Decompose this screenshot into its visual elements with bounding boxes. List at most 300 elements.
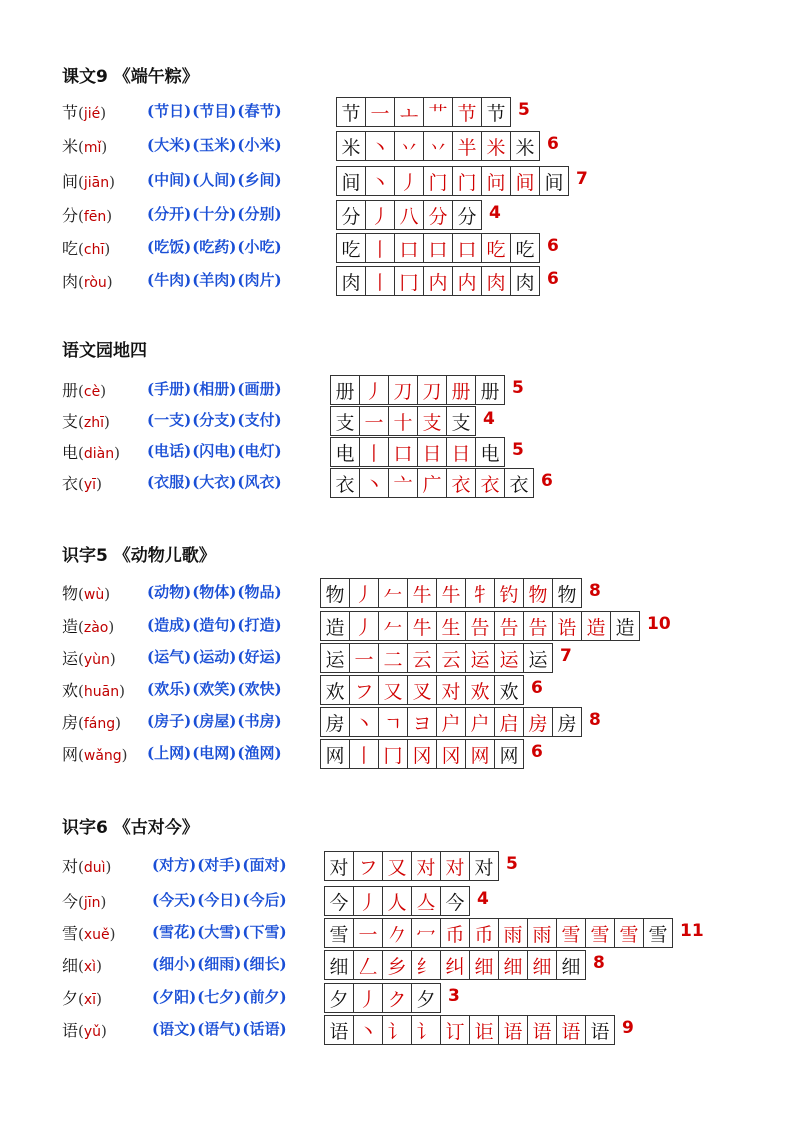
pinyin: wǎng: [83, 748, 122, 764]
stroke-cell: 丷: [423, 131, 453, 161]
stroke-cell: 启: [494, 707, 524, 737]
word: (肉片): [237, 271, 282, 289]
stroke-cell: 运: [465, 643, 495, 673]
word-list: [147, 678, 283, 699]
character-label: 电(diàn): [62, 443, 120, 462]
stroke-cell: 造: [610, 611, 640, 641]
stroke-count: 8: [589, 710, 601, 730]
pinyin: xuě: [83, 927, 110, 943]
word: (电话): [147, 442, 192, 460]
stroke-cell-full: 房: [320, 707, 350, 737]
stroke-cell: 门: [452, 166, 482, 196]
word-list: [147, 646, 283, 667]
stroke-cell-full: 册: [330, 375, 360, 405]
stroke-order-boxes: [321, 643, 553, 673]
character: 米: [62, 137, 79, 156]
character: 吃: [62, 239, 79, 258]
stroke-cell: 告: [465, 611, 495, 641]
stroke-count: 9: [622, 1018, 634, 1038]
stroke-cell: 对: [440, 851, 470, 881]
word: (打造): [237, 616, 282, 634]
character: 节: [62, 103, 79, 122]
word: (语文): [152, 1020, 197, 1038]
stroke-cell-full: 网: [320, 739, 350, 769]
stroke-cell-full: 间: [336, 166, 366, 196]
pinyin: yǔ: [83, 1024, 102, 1040]
character-label: 间(jiān): [62, 172, 115, 191]
word: (上网): [147, 744, 192, 762]
section-title: 语文园地四: [62, 341, 147, 361]
stroke-order-boxes: [337, 97, 511, 127]
word: (话语): [242, 1020, 287, 1038]
character-label: 欢(huān): [62, 681, 125, 700]
character-label: 肉(ròu): [62, 272, 113, 291]
stroke-cell: 内: [452, 266, 482, 296]
character-label: 运(yùn): [62, 649, 116, 668]
word: (大雪): [197, 923, 242, 941]
character: 肉: [62, 272, 79, 291]
stroke-cell: 丨: [349, 739, 379, 769]
stroke-cell: 八: [394, 200, 424, 230]
word: (对方): [152, 856, 197, 874]
word: (下雪): [242, 923, 287, 941]
stroke-cell-full: 语: [324, 1015, 354, 1045]
word-list: [147, 378, 283, 399]
stroke-cell-full: 夕: [324, 983, 354, 1013]
character-label: 网(wǎng): [62, 745, 128, 764]
character-label: 衣(yī): [62, 474, 102, 493]
character-label: 房(fáng): [62, 713, 122, 732]
stroke-cell: 欢: [465, 675, 495, 705]
stroke-cell: 乡: [382, 950, 412, 980]
stroke-order-boxes: [321, 739, 524, 769]
stroke-cell: 又: [382, 851, 412, 881]
stroke-cell: 间: [510, 166, 540, 196]
character: 间: [62, 172, 79, 191]
stroke-count: 10: [647, 614, 671, 634]
stroke-cell-full: 衣: [330, 468, 360, 498]
stroke-cell: 雪: [585, 918, 615, 948]
stroke-cell-full: 电: [330, 437, 360, 467]
stroke-cell: 牛: [436, 578, 466, 608]
stroke-cell: フ: [349, 675, 379, 705]
stroke-cell: 电: [475, 437, 505, 467]
character: 欢: [62, 681, 79, 700]
character: 电: [62, 443, 79, 462]
stroke-cell: 细: [469, 950, 499, 980]
stroke-cell-full: 物: [320, 578, 350, 608]
word-list: [147, 169, 283, 190]
pinyin: xī: [83, 992, 97, 1008]
stroke-count: 5: [512, 378, 524, 398]
stroke-order-boxes: [331, 375, 505, 405]
character-label: 吃(chī): [62, 239, 111, 258]
stroke-cell: 讵: [469, 1015, 499, 1045]
word: (房屋): [192, 712, 237, 730]
word-list: [147, 614, 283, 635]
word: (运气): [147, 648, 192, 666]
stroke-cell: 告: [494, 611, 524, 641]
word-list: [147, 203, 283, 224]
stroke-cell: 丶: [349, 707, 379, 737]
stroke-cell: 雪: [556, 918, 586, 948]
stroke-cell: 肉: [510, 266, 540, 296]
word: (前夕): [242, 988, 287, 1006]
stroke-cell: 丿: [365, 200, 395, 230]
character-label: 分(fēn): [62, 206, 113, 225]
stroke-order-boxes: [331, 468, 534, 498]
character: 物: [62, 584, 79, 603]
word: (吃饭): [147, 238, 192, 256]
stroke-count: 4: [483, 409, 495, 429]
stroke-cell: 支: [417, 406, 447, 436]
word: (人间): [192, 171, 237, 189]
stroke-cell: 一: [353, 918, 383, 948]
stroke-cell: 牛: [407, 578, 437, 608]
stroke-cell: 细: [498, 950, 528, 980]
pinyin: yī: [83, 477, 97, 493]
stroke-cell: 丨: [365, 266, 395, 296]
stroke-cell: 丨: [359, 437, 389, 467]
pinyin: cè: [83, 384, 101, 400]
word: (电灯): [237, 442, 282, 460]
stroke-cell: 户: [436, 707, 466, 737]
stroke-cell: 问: [481, 166, 511, 196]
stroke-order-boxes: [325, 983, 441, 1013]
word: (羊肉): [192, 271, 237, 289]
stroke-cell: 丿: [359, 375, 389, 405]
stroke-cell: 户: [465, 707, 495, 737]
stroke-cell: 纟: [411, 950, 441, 980]
word-list: [152, 854, 288, 875]
stroke-order-boxes: [321, 707, 582, 737]
stroke-count: 6: [541, 471, 553, 491]
stroke-cell: フ: [353, 851, 383, 881]
stroke-order-boxes: [325, 1015, 615, 1045]
word-list: [147, 471, 283, 492]
word-list: [147, 581, 283, 602]
character: 造: [62, 617, 79, 636]
word: (语气): [197, 1020, 242, 1038]
stroke-cell: 雪: [614, 918, 644, 948]
stroke-count: 6: [547, 236, 559, 256]
word: (乡间): [237, 171, 282, 189]
stroke-cell: 今: [440, 886, 470, 916]
pinyin: jiān: [83, 175, 110, 191]
character: 雪: [62, 924, 79, 943]
stroke-cell: 丶: [365, 131, 395, 161]
stroke-cell-full: 节: [336, 97, 366, 127]
word: (玉米): [192, 136, 237, 154]
stroke-cell: 细: [556, 950, 586, 980]
stroke-cell: 云: [407, 643, 437, 673]
stroke-cell-full: 肉: [336, 266, 366, 296]
stroke-count: 7: [576, 169, 588, 189]
section-title: 课文9 《端午粽》: [62, 67, 199, 87]
word: (对手): [197, 856, 242, 874]
character: 网: [62, 745, 79, 764]
stroke-cell: 节: [481, 97, 511, 127]
stroke-cell: 米: [481, 131, 511, 161]
stroke-cell: 分: [452, 200, 482, 230]
stroke-count: 4: [477, 889, 489, 909]
character: 今: [62, 892, 79, 911]
stroke-cell: 物: [552, 578, 582, 608]
word: (支付): [237, 411, 282, 429]
stroke-cell: 分: [423, 200, 453, 230]
character: 夕: [62, 989, 79, 1008]
stroke-cell: 二: [378, 643, 408, 673]
stroke-count: 5: [518, 100, 530, 120]
stroke-cell: ク: [382, 983, 412, 1013]
character-label: 米(mǐ): [62, 137, 108, 156]
section-title: 识字5 《动物儿歌》: [62, 546, 216, 566]
stroke-cell: 丿: [353, 886, 383, 916]
word-list: [147, 269, 283, 290]
stroke-cell: 云: [436, 643, 466, 673]
stroke-count: 8: [593, 953, 605, 973]
word: (欢快): [237, 680, 282, 698]
stroke-cell-full: 支: [330, 406, 360, 436]
stroke-cell: 语: [556, 1015, 586, 1045]
stroke-cell: 房: [552, 707, 582, 737]
stroke-order-boxes: [337, 166, 569, 196]
character-label: 支(zhī): [62, 412, 110, 431]
stroke-cell: 对: [469, 851, 499, 881]
stroke-cell: ㄱ: [378, 707, 408, 737]
stroke-cell: 册: [446, 375, 476, 405]
stroke-cell: 日: [417, 437, 447, 467]
stroke-cell-full: 雪: [324, 918, 354, 948]
pinyin: chī: [83, 242, 105, 258]
pinyin: yùn: [83, 652, 110, 668]
character-label: 物(wù): [62, 584, 111, 603]
stroke-cell: 丶: [353, 1015, 383, 1045]
stroke-cell-full: 分: [336, 200, 366, 230]
stroke-cell: 刀: [388, 375, 418, 405]
stroke-cell-full: 对: [324, 851, 354, 881]
word: (大衣): [192, 473, 237, 491]
stroke-order-boxes: [325, 851, 499, 881]
word: (细长): [242, 955, 287, 973]
word: (大米): [147, 136, 192, 154]
word: (欢乐): [147, 680, 192, 698]
stroke-cell: 亠: [388, 468, 418, 498]
stroke-count: 7: [560, 646, 572, 666]
word: (闪电): [192, 442, 237, 460]
stroke-cell: 雨: [498, 918, 528, 948]
word: (书房): [237, 712, 282, 730]
pinyin: wù: [83, 587, 105, 603]
stroke-cell: 冂: [378, 739, 408, 769]
stroke-cell-full: 运: [320, 643, 350, 673]
stroke-cell: 告: [523, 611, 553, 641]
character: 支: [62, 412, 79, 431]
stroke-cell: 丿: [394, 166, 424, 196]
stroke-cell: 丿: [349, 578, 379, 608]
character-label: 册(cè): [62, 381, 107, 400]
word: (十分): [192, 205, 237, 223]
pinyin: ròu: [83, 275, 107, 291]
pinyin: zhī: [83, 415, 104, 431]
stroke-cell-full: 欢: [320, 675, 350, 705]
stroke-cell: 一: [359, 406, 389, 436]
stroke-cell-full: 造: [320, 611, 350, 641]
stroke-cell: 细: [527, 950, 557, 980]
stroke-cell: ㅗ: [394, 97, 424, 127]
word: (分支): [192, 411, 237, 429]
stroke-count: 6: [531, 678, 543, 698]
pinyin: jīn: [83, 895, 101, 911]
stroke-cell-full: 米: [336, 131, 366, 161]
stroke-cell: 房: [523, 707, 553, 737]
word: (衣服): [147, 473, 192, 491]
stroke-cell: 艹: [423, 97, 453, 127]
stroke-cell: 冈: [407, 739, 437, 769]
stroke-order-boxes: [337, 200, 482, 230]
stroke-cell: 𠃋: [353, 950, 383, 980]
word: (房子): [147, 712, 192, 730]
pinyin: huān: [83, 684, 120, 700]
pinyin: xì: [83, 959, 97, 975]
stroke-order-boxes: [337, 131, 540, 161]
character: 运: [62, 649, 79, 668]
stroke-cell-full: 吃: [336, 233, 366, 263]
word-list: [152, 921, 288, 942]
word: (细雨): [197, 955, 242, 973]
stroke-cell: 日: [446, 437, 476, 467]
character: 衣: [62, 474, 79, 493]
stroke-cell: 一: [349, 643, 379, 673]
word: (吃药): [192, 238, 237, 256]
stroke-cell: 十: [388, 406, 418, 436]
stroke-cell: 节: [452, 97, 482, 127]
character: 细: [62, 956, 79, 975]
character: 语: [62, 1021, 79, 1040]
stroke-count: 6: [547, 269, 559, 289]
stroke-order-boxes: [325, 918, 673, 948]
word: (今日): [197, 891, 242, 909]
stroke-cell: 册: [475, 375, 505, 405]
stroke-cell: 冖: [411, 918, 441, 948]
word-list: [147, 440, 283, 461]
stroke-cell: 丨: [365, 233, 395, 263]
stroke-cell: 雨: [527, 918, 557, 948]
character-label: 造(zào): [62, 617, 115, 636]
word: (物体): [192, 583, 237, 601]
character-label: 夕(xī): [62, 989, 102, 1008]
stroke-cell: 𠂉: [378, 611, 408, 641]
stroke-cell: 夕: [411, 983, 441, 1013]
stroke-cell: 一: [365, 97, 395, 127]
word: (七夕): [197, 988, 242, 1006]
section-title: 识字6 《古对今》: [62, 818, 199, 838]
word: (分别): [237, 205, 282, 223]
stroke-cell: 丿: [353, 983, 383, 1013]
stroke-count: 5: [506, 854, 518, 874]
stroke-cell: 诰: [552, 611, 582, 641]
stroke-cell: 丶: [359, 468, 389, 498]
stroke-cell: 口: [394, 233, 424, 263]
stroke-order-boxes: [325, 950, 586, 980]
stroke-cell: 冂: [394, 266, 424, 296]
stroke-count: 6: [547, 134, 559, 154]
stroke-cell: 人: [382, 886, 412, 916]
stroke-cell: 门: [423, 166, 453, 196]
stroke-cell-full: 细: [324, 950, 354, 980]
word: (节日): [147, 102, 192, 120]
word-list: [147, 742, 283, 763]
word: (运动): [192, 648, 237, 666]
stroke-count: 3: [448, 986, 460, 1006]
word: (节目): [192, 102, 237, 120]
character: 房: [62, 713, 79, 732]
stroke-cell: 造: [581, 611, 611, 641]
stroke-cell: 纠: [440, 950, 470, 980]
pinyin: fáng: [83, 716, 116, 732]
stroke-cell: 口: [388, 437, 418, 467]
stroke-cell: 丷: [394, 131, 424, 161]
word-list: [152, 986, 288, 1007]
stroke-cell: 肉: [481, 266, 511, 296]
stroke-cell: 牛: [407, 611, 437, 641]
stroke-cell: 网: [465, 739, 495, 769]
stroke-cell: 币: [469, 918, 499, 948]
stroke-cell: 口: [423, 233, 453, 263]
stroke-cell: 米: [510, 131, 540, 161]
word: (今天): [152, 891, 197, 909]
stroke-cell: 内: [423, 266, 453, 296]
pinyin: zào: [83, 620, 109, 636]
stroke-cell: 𠂊: [382, 918, 412, 948]
word: (春节): [237, 102, 282, 120]
stroke-cell: 衣: [504, 468, 534, 498]
character: 对: [62, 857, 79, 876]
word: (渔网): [237, 744, 282, 762]
word: (造成): [147, 616, 192, 634]
stroke-cell: 支: [446, 406, 476, 436]
word-list: [147, 100, 283, 121]
stroke-cell: 牜: [465, 578, 495, 608]
stroke-cell: 雪: [643, 918, 673, 948]
stroke-cell: 间: [539, 166, 569, 196]
stroke-count: 11: [680, 921, 704, 941]
stroke-count: 6: [531, 742, 543, 762]
pinyin: jié: [83, 106, 101, 122]
stroke-order-boxes: [321, 578, 582, 608]
stroke-cell: 订: [440, 1015, 470, 1045]
stroke-order-boxes: [331, 406, 476, 436]
character-label: 语(yǔ): [62, 1021, 107, 1040]
word: (细小): [152, 955, 197, 973]
word: (物品): [237, 583, 282, 601]
character-label: 雪(xuě): [62, 924, 116, 943]
pinyin: diàn: [83, 446, 115, 462]
stroke-cell: 丿: [349, 611, 379, 641]
word: (小米): [237, 136, 282, 154]
stroke-cell: 衣: [475, 468, 505, 498]
character-label: 节(jié): [62, 103, 107, 122]
stroke-cell: 语: [527, 1015, 557, 1045]
word-list: [147, 134, 283, 155]
stroke-cell: 刀: [417, 375, 447, 405]
character: 册: [62, 381, 79, 400]
word: (电网): [192, 744, 237, 762]
stroke-cell: 语: [498, 1015, 528, 1045]
stroke-cell: 讠: [411, 1015, 441, 1045]
character-label: 对(duì): [62, 857, 112, 876]
character-label: 今(jīn): [62, 892, 107, 911]
